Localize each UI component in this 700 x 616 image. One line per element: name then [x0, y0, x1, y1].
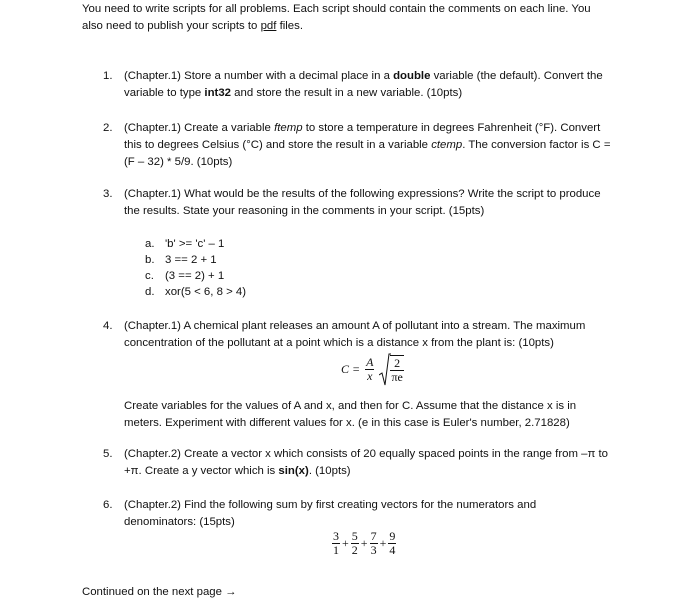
radical-fraction: [390, 355, 403, 384]
term-numerator: 9: [389, 529, 396, 543]
intro-text: also need to publish your scripts to: [82, 20, 261, 32]
q2-text-2: to store a temperature in degrees Fahrenheit (°F). Convert: [302, 122, 601, 134]
term-denominator: 4: [389, 543, 396, 557]
plus-sign: +: [379, 536, 387, 550]
q2-text: (Chapter.1) Create a variable: [124, 122, 275, 134]
question-number: 1.: [103, 70, 113, 82]
term-numerator: 3: [333, 529, 339, 543]
q3-item-d: [145, 284, 246, 301]
q4-line-3: Create variables for the values of A and x, and then for C. Assume that the distance x is in: [124, 400, 577, 412]
term-numerator: 5: [351, 529, 358, 543]
sum-expression: [332, 530, 396, 557]
q5-text-2: . (10pts): [308, 465, 351, 477]
q4-line-4: meters. Experiment with different values for x. (e in this case is Euler's number, 2.71828): [124, 417, 570, 429]
q5-line-1: (Chapter.2) Create a vector x which consists of 20 equally spaced points in the range from –π to: [124, 448, 608, 460]
term-numerator: 7: [370, 529, 377, 543]
item-letter: b.: [145, 254, 155, 266]
item-expression: xor(5 < 6, 8 > 4): [165, 286, 247, 298]
question-number: 2.: [103, 122, 113, 134]
question-5: [103, 446, 613, 480]
q1-line-1: [124, 68, 613, 85]
pdf-underlined: pdf: [260, 20, 277, 32]
q1-text-2: variable (the default). Convert the: [430, 70, 603, 82]
sum-term: [388, 530, 396, 557]
term-denominator: 3: [370, 543, 377, 557]
item-expression: 'b' >= 'c' – 1: [165, 238, 225, 250]
formula-numerator: A: [366, 355, 374, 369]
intro-line-1: You need to write scripts for all problems. Each script should contain the comments on each line. You: [82, 3, 591, 15]
radical-denominator: πe: [391, 370, 403, 384]
continued-note: Continued on the next page →: [82, 586, 237, 598]
intro-line-2: [82, 18, 622, 35]
plus-sign: +: [342, 536, 349, 550]
question-2: [103, 120, 613, 171]
q1-text: (Chapter.1) Store a number with a decimal place in a: [124, 70, 394, 82]
question-4: [103, 318, 613, 352]
q4-line-1: (Chapter.1) A chemical plant releases an amount A of pollutant into a stream. The maximum: [124, 320, 586, 332]
formula-lhs: C =: [341, 362, 361, 376]
sqrt-sign-icon: [379, 353, 391, 387]
intro-text-end: files.: [276, 20, 303, 32]
q4-line-2: concentration of the pollutant at a point which is a distance x from the plant is: (10pts): [124, 337, 554, 349]
item-expression: 3 == 2 + 1: [165, 254, 217, 266]
q3-item-a: [145, 236, 224, 253]
q3-line-2: the results. State your reasoning in the comments in your script. (15pts): [124, 205, 485, 217]
sum-term: [332, 530, 340, 557]
q2-text-3: this to degrees Celsius (°C) and store the result in a variable: [124, 139, 432, 151]
q6-line-1: (Chapter.2) Find the following sum by first creating vectors for the numerators and: [124, 499, 537, 511]
item-letter: d.: [145, 286, 155, 298]
term-denominator: 2: [351, 543, 358, 557]
q2-text-4: . The conversion factor is C =: [462, 139, 611, 151]
item-letter: c.: [145, 270, 154, 282]
formula-fraction: [365, 356, 374, 383]
q2-line-3: (F – 32) * 5/9. (10pts): [124, 156, 233, 168]
q3-line-1: (Chapter.1) What would be the results of the following expressions? Write the script to produce: [124, 188, 601, 200]
q2-italic-ctemp: ctemp: [431, 139, 463, 151]
question-number: 3.: [103, 188, 113, 200]
item-letter: a.: [145, 238, 155, 250]
sum-term: [351, 530, 359, 557]
sum-term: [370, 530, 378, 557]
q2-line-2: [124, 137, 613, 154]
q1-bold-double: double: [393, 70, 431, 82]
q5-text: +π. Create a y vector which is: [124, 465, 279, 477]
q1-text-4: and store the result in a new variable. (10pts): [231, 87, 463, 99]
q3-item-c: [145, 268, 224, 285]
q2-italic-ftemp: ftemp: [274, 122, 303, 134]
q1-text-3: variable to type: [124, 87, 205, 99]
q1-line-2: [124, 85, 613, 102]
question-1: [103, 68, 613, 102]
formula-radical: [379, 355, 403, 384]
q2-line-1: [124, 120, 613, 137]
q3-item-b: [145, 252, 217, 269]
q6-line-2: denominators: (15pts): [124, 516, 235, 528]
concentration-formula: [339, 355, 404, 384]
q1-bold-int32: int32: [204, 87, 232, 99]
question-4-continued: [103, 398, 613, 432]
term-denominator: 1: [333, 543, 339, 557]
radical-numerator: 2: [394, 356, 401, 370]
q5-bold-sinx: sin(x): [278, 465, 309, 477]
question-number: 6.: [103, 499, 113, 511]
formula-denominator: x: [365, 369, 374, 383]
intro-paragraph: [82, 1, 622, 35]
plus-sign: +: [360, 536, 368, 550]
item-expression: (3 == 2) + 1: [165, 270, 225, 282]
question-3: [103, 186, 613, 220]
question-number: 5.: [103, 448, 113, 460]
question-number: 4.: [103, 320, 113, 332]
question-6: [103, 497, 613, 531]
q5-line-2: [124, 463, 613, 480]
